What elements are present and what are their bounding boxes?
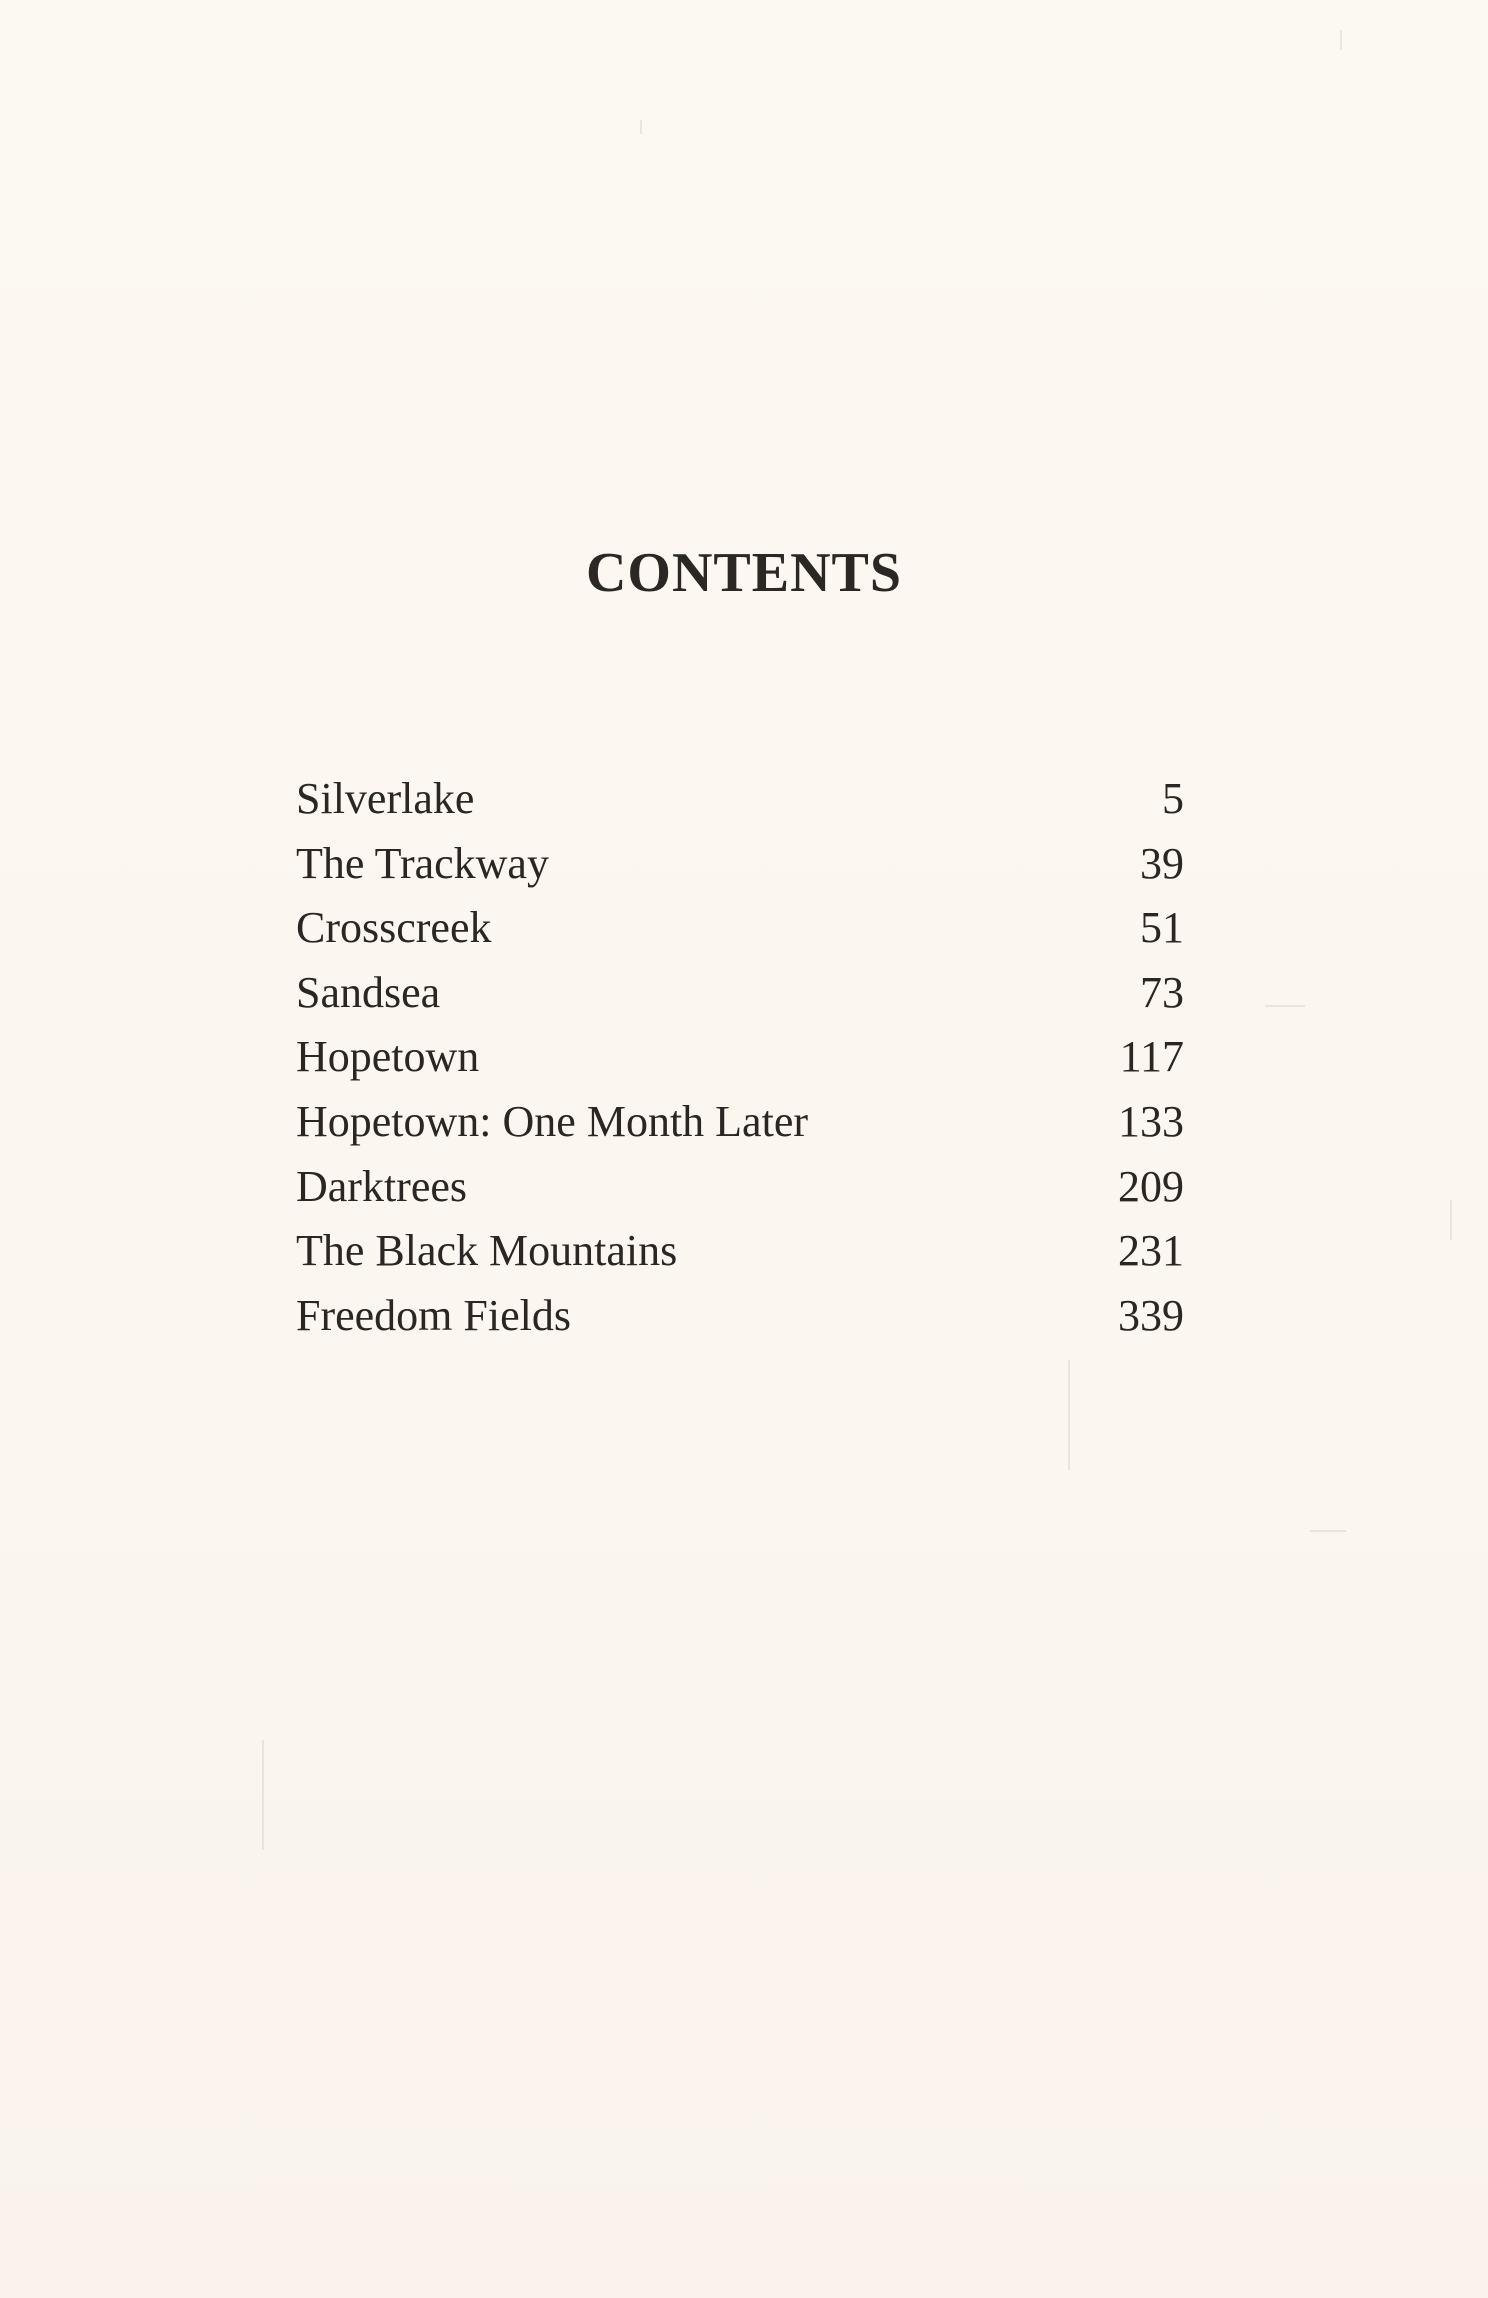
toc-entry (296, 1155, 1184, 1220)
toc-entry-title: Silverlake (296, 774, 475, 823)
toc-entry-title: Darktrees (296, 1161, 468, 1211)
table-of-contents (296, 767, 1184, 1348)
paper-speck (1265, 1005, 1305, 1007)
paper-speck (1450, 1200, 1452, 1240)
toc-entry-page: 73 (1140, 967, 1184, 1017)
paper-speck (1310, 1530, 1346, 1532)
paper-speck (640, 120, 642, 134)
toc-entry-page: 209 (1118, 1161, 1184, 1211)
toc-entry-page: 51 (1140, 903, 1184, 953)
toc-entry (296, 767, 1184, 832)
toc-entry-title: Hopetown (296, 1032, 480, 1082)
toc-entry-title: The Black Mountains (296, 1226, 678, 1276)
toc-entry-title: Freedom Fields (296, 1290, 571, 1340)
paper-speck (1068, 1360, 1070, 1470)
toc-entry (296, 896, 1184, 961)
toc-entry-page: 39 (1140, 838, 1184, 888)
toc-entry-page: 231 (1118, 1226, 1184, 1276)
toc-entry (296, 1284, 1184, 1349)
toc-entry-page: 133 (1118, 1096, 1184, 1146)
paper-speck (262, 1740, 264, 1850)
toc-entry-page: 117 (1119, 1032, 1184, 1082)
toc-entry (296, 832, 1184, 897)
toc-entry-title: Sandsea (296, 967, 441, 1017)
toc-entry (296, 961, 1184, 1026)
page-title: CONTENTS (585, 541, 903, 604)
toc-entry-page: 339 (1118, 1290, 1184, 1340)
toc-entry (296, 1090, 1184, 1155)
toc-entry (296, 1025, 1184, 1090)
toc-entry (296, 1219, 1184, 1284)
paper-speck (1340, 30, 1342, 50)
toc-entry-title: Crosscreek (296, 903, 492, 953)
toc-entry-title: The Trackway (296, 838, 549, 888)
toc-entry-page: 5 (1162, 774, 1184, 823)
toc-entry-title: Hopetown: One Month Later (296, 1096, 808, 1146)
